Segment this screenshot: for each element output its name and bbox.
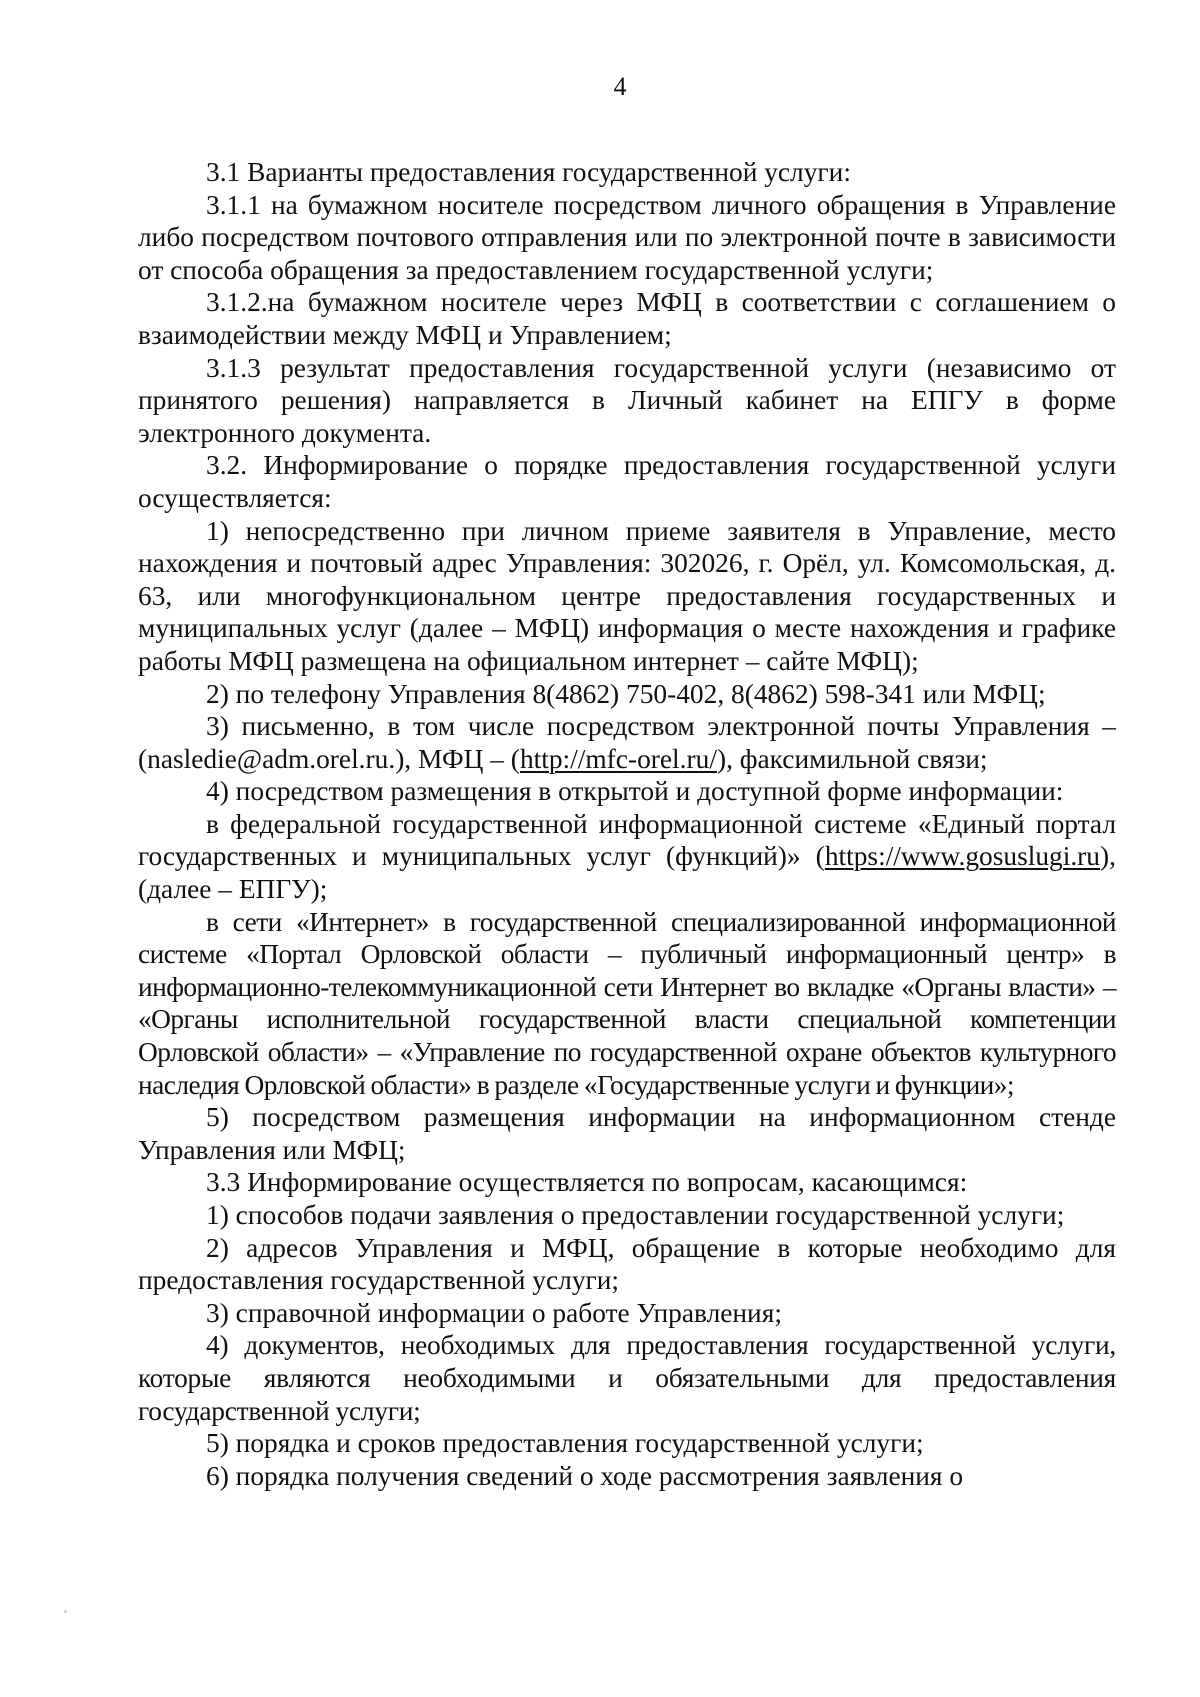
paragraph-3-3: 3.3 Информирование осуществляется по вопросам, касающимся:: [206, 1167, 968, 1198]
paragraph-3-3-item-6: 6) порядка получения сведений о ходе рассмотрения заявления о: [206, 1460, 964, 1491]
paragraph-epgu: [138, 808, 1116, 906]
paragraph-3-1-2: 3.1.2.на бумажном носителе через МФЦ в соответствии с соглашением о взаимодействии между МФЦ и Управлением;: [138, 287, 1116, 350]
page-number: 4: [613, 72, 627, 101]
paragraph-3-2-item-5: 5) посредством размещения информации на информационном стенде Управления или МФЦ;: [138, 1102, 1116, 1165]
document-body: [138, 156, 1116, 1492]
paragraph-3-2-item-1: 1) непосредственно при личном приеме заявителя в Управление, место нахождения и почтовый адрес Управления: 302026, г. Орёл, ул. Комсомольская, д. 63, или многофункциональном центре предоставления государственных и муниципальных услуг (далее – МФЦ) информация о месте нахождения и графике работы МФЦ размещена на официальном интернет – сайте МФЦ);: [138, 515, 1116, 676]
paragraph-3-1: 3.1 Варианты предоставления государственной услуги:: [206, 157, 851, 187]
paragraph-3-2-item-3: [138, 710, 1116, 775]
paragraph-3-3-item-3: 3) справочной информации о работе Управления;: [206, 1297, 782, 1328]
item-3-text-end: ), факсимильной связи;: [716, 743, 988, 774]
paragraph-3-3-item-1: 1) способов подачи заявления о предоставлении государственной услуги;: [206, 1200, 1065, 1230]
paragraph-3-2-item-2: 2) по телефону Управления 8(4862) 750-402, 8(4862) 598-341 или МФЦ;: [206, 678, 1046, 709]
paragraph-3-2-item-4: 4) посредством размещения в открытой и доступной форме информации:: [206, 776, 1064, 807]
epgu-text-end: ), (далее – ЕПГУ);: [138, 841, 1116, 905]
paragraph-3-3-item-2: 2) адресов Управления и МФЦ, обращение в которые необходимо для предоставления государственной услуги;: [138, 1232, 1116, 1296]
paragraph-3-1-1: 3.1.1 на бумажном носителе посредством личного обращения в Управление либо посредством почтового отправления или по электронной почте в зависимости от способа обращения за предоставлением государственной услуги;: [138, 189, 1116, 285]
item-3-text-start: 3) письменно, в том числе посредством электронной почты Управления – (nasledie@adm.orel.ru.), МФЦ – (: [138, 711, 1116, 774]
gosuslugi-link[interactable]: https://www.gosuslugi.ru: [824, 841, 1101, 872]
epgu-text-start: в федеральной государственной информационной системе «Единый портал государственных и муниципальных услуг (функций)» (: [138, 808, 1116, 872]
paragraph-3-2: 3.2. Информирование о порядке предоставления государственной услуги осуществляется:: [138, 450, 1116, 513]
mfc-link[interactable]: http://mfc-orel.ru/: [519, 743, 717, 774]
paragraph-internet-portal: в сети «Интернет» в государственной специализированной информационной системе «Портал Орловской области – публичный информационный центр» в информационно-телекоммуникационной сети Интернет во вкладке «Органы власти» – «Органы исполнительной государственной власти специальной компетенции Орловской области» – «Управление по государственной охране объектов культурного наследия Орловской области» в разделе «Государственные услуги и функции»;: [138, 906, 1116, 1100]
paragraph-3-3-item-5: 5) порядка и сроков предоставления государственной услуги;: [206, 1428, 924, 1459]
scan-dot: [64, 1610, 67, 1613]
paragraph-3-1-3: 3.1.3 результат предоставления государственной услуги (независимо от принятого решения) направляется в Личный кабинет на ЕПГУ в форме электронного документа.: [138, 352, 1116, 448]
paragraph-3-3-item-4: 4) документов, необходимых для предоставления государственной услуги, которые являются необходимыми и обязательными для предоставления государственной услуги;: [138, 1330, 1116, 1426]
